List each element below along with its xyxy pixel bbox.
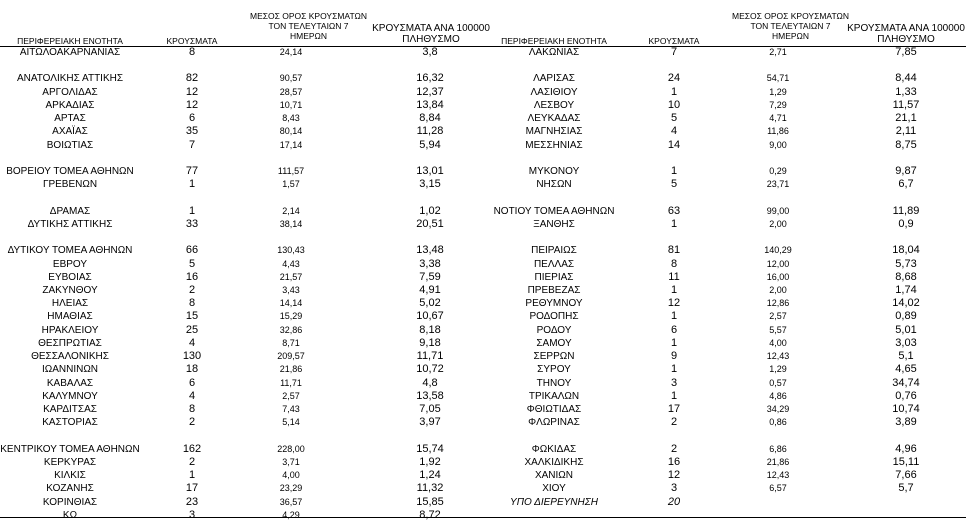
cell-rate: 5,1 [898, 350, 914, 363]
cell-avg: 23,71 [766, 179, 790, 190]
cell-cases: 4 [188, 336, 196, 349]
cell-avg: 4,29 [282, 509, 300, 520]
cell-cases: 1 [670, 363, 678, 376]
cell-name: ΛΕΣΒΟΥ [533, 99, 575, 111]
cell-name: ΚΑΡΔΙΤΣΑΣ [43, 403, 97, 415]
cell-cases: 11 [668, 270, 680, 283]
header-cases-left: ΚΡΟΥΣΜΑΤΑ [166, 36, 218, 46]
cell-avg: 36,57 [279, 496, 303, 507]
cell-avg: 1,57 [282, 179, 300, 190]
cell-cases: 16 [667, 455, 681, 468]
cell-cases: 15 [185, 310, 199, 323]
cell-rate [846, 496, 966, 509]
cell-rate: 1,02 [419, 204, 441, 217]
cell-rate: 1,74 [895, 284, 917, 296]
cell-avg: 4,43 [282, 258, 300, 269]
cell-avg: 9,00 [769, 139, 787, 150]
cell-rate: 7,05 [419, 402, 441, 415]
cell-avg: 4,00 [282, 470, 300, 480]
cell-cases: 35 [185, 125, 199, 138]
header-avg-line3: ΗΜΕΡΩΝ [289, 31, 328, 41]
cell-name: ΔΥΤΙΚΟΥ ΤΟΜΕΑ ΑΘΗΝΩΝ [7, 245, 133, 257]
cell-cases: 6 [188, 112, 196, 125]
cell-name: ΚΑΛΥΜΝΟΥ [42, 390, 98, 402]
cell-name: ΤΗΝΟΥ [536, 377, 572, 389]
header-rate-line1: ΚΡΟΥΣΜΑΤΑ ΑΝΑ 100000 [847, 23, 965, 34]
cell-cases: 5 [670, 178, 678, 191]
cell-cases: 14 [667, 138, 681, 151]
cell-name: ΦΩΚΙΔΑΣ [531, 443, 577, 455]
cell-cases: 5 [188, 257, 196, 270]
header-avg-line1: ΜΕΣΟΣ ΟΡΟΣ ΚΡΟΥΣΜΑΤΩΝ [732, 11, 849, 21]
cell-avg: 111,57 [277, 166, 305, 176]
cell-cases: 82 [185, 72, 199, 85]
cell-name: ΜΥΚΟΝΟΥ [528, 166, 580, 177]
cell-avg: 228,00 [277, 443, 305, 454]
cell-name: ΑΡΚΑΔΙΑΣ [45, 99, 95, 111]
cell-cases: 1 [670, 217, 678, 230]
cell-cases: 6 [188, 376, 196, 389]
cell-cases: 3 [670, 376, 678, 389]
cell-rate: 1,92 [419, 455, 441, 468]
cell-avg: 15,29 [279, 311, 303, 322]
cell-rate: 1,33 [895, 85, 917, 98]
cell-cases: 1 [670, 310, 678, 323]
cell-name: ΠΙΕΡΙΑΣ [534, 271, 574, 283]
cell-avg: 0,29 [769, 166, 787, 176]
cell-avg: 24,14 [279, 47, 303, 57]
cell-cases: 1 [670, 165, 678, 177]
header-rate-line2: ΠΛΗΘΥΣΜΟ [402, 34, 460, 45]
cell-name: ΗΛΕΙΑΣ [51, 298, 89, 310]
cell-name: ΘΕΣΣΑΛΟΝΙΚΗΣ [31, 351, 109, 363]
cell-cases: 1 [670, 336, 678, 349]
cell-avg: 14,14 [279, 298, 303, 309]
cell-avg: 3,71 [282, 456, 300, 467]
cell-name: ΘΕΣΠΡΩΤΙΑΣ [38, 337, 102, 349]
cell-avg: 38,14 [279, 218, 303, 229]
cell-rate: 34,74 [892, 376, 920, 389]
cell-cases: 162 [182, 442, 202, 455]
cell-rate: 5,73 [895, 257, 917, 270]
cell-avg: 2,00 [769, 285, 787, 295]
cell-rate: 5,01 [895, 323, 917, 336]
cell-avg: 11,86 [767, 126, 789, 137]
cell-rate: 1,24 [419, 469, 441, 481]
cell-avg: 8,71 [282, 337, 300, 348]
cell-rate: 3,15 [419, 178, 441, 191]
cell-cases: 23 [185, 495, 199, 508]
cell-name: ΒΟΙΩΤΙΑΣ [46, 139, 94, 151]
cell-name: ΦΛΩΡΙΝΑΣ [528, 417, 580, 429]
cell-rate: 10,67 [416, 310, 444, 323]
cell-name: ΒΟΡΕΙΟΥ ΤΟΜΕΑ ΑΘΗΝΩΝ [6, 166, 134, 177]
cell-cases: 12 [185, 98, 199, 111]
cell-avg: 21,57 [279, 271, 303, 282]
cell-rate: 2,11 [895, 125, 917, 138]
cell-rate: 11,57 [892, 98, 920, 111]
cell-rate: 5,02 [419, 297, 441, 310]
cell-cases: 1 [670, 284, 678, 296]
cell-cases: 1 [670, 389, 678, 402]
cell-cases: 17 [185, 482, 199, 495]
cell-cases: 7 [670, 46, 678, 58]
cell-cases: 77 [185, 165, 199, 177]
cell-avg: 5,57 [769, 324, 787, 335]
cell-avg: 209,57 [277, 351, 305, 362]
cell-avg: 2,57 [282, 390, 300, 401]
cell-name: ΣΕΡΡΩΝ [533, 351, 575, 363]
cell-cases: 16 [185, 270, 199, 283]
cell-avg: 12,00 [766, 258, 790, 269]
cell-avg: 7,43 [282, 403, 300, 414]
cell-avg: 34,29 [766, 403, 790, 414]
cell-rate: 8,72 [419, 508, 441, 521]
cell-name: ΡΕΘΥΜΝΟΥ [525, 298, 583, 310]
cell-rate: 6,7 [898, 178, 914, 191]
cell-avg: 7,29 [769, 99, 787, 110]
cell-name: ΡΟΔΟΠΗΣ [529, 311, 579, 323]
cell-name: ΕΒΡΟΥ [52, 258, 88, 270]
cell-name: ΔΥΤΙΚΗΣ ΑΤΤΙΚΗΣ [27, 218, 113, 230]
cell-name: ΗΜΑΘΙΑΣ [47, 311, 93, 323]
header-avg-right [718, 11, 863, 41]
cell-name: ΜΑΓΝΗΣΙΑΣ [525, 126, 583, 138]
cell-avg: 80,14 [279, 126, 303, 137]
cell-cases: 20 [667, 495, 681, 508]
header-rate-left [366, 23, 496, 45]
header-avg-line3: ΗΜΕΡΩΝ [771, 31, 810, 41]
cell-name: ΑΝΑΤΟΛΙΚΗΣ ΑΤΤΙΚΗΣ [16, 73, 124, 85]
cell-cases: 8 [188, 297, 196, 310]
cell-cases: 2 [188, 284, 196, 296]
cell-rate: 10,74 [892, 402, 920, 415]
cell-name: ΛΕΥΚΑΔΑΣ [527, 113, 581, 125]
cell-rate: 11,28 [416, 125, 444, 138]
cell-cases: 2 [188, 416, 196, 429]
cell-avg: 90,57 [279, 73, 303, 84]
cell-avg: 4,86 [769, 390, 787, 401]
cell-rate: 4,8 [422, 376, 438, 389]
cell-cases: 8 [670, 257, 678, 270]
cell-rate: 13,84 [416, 98, 444, 111]
cell-cases: 10 [667, 98, 681, 111]
cell-rate: 8,68 [895, 270, 917, 283]
cell-name: ΛΑΡΙΣΑΣ [533, 73, 575, 85]
cell-cases: 2 [670, 442, 678, 455]
cell-cases: 33 [185, 217, 199, 230]
cell-avg: 99,00 [766, 205, 790, 216]
cell-rate: 0,9 [898, 217, 914, 230]
cell-cases: 9 [670, 350, 678, 363]
cell-rate: 16,32 [416, 72, 444, 85]
cell-name: ΝΗΣΩΝ [536, 179, 572, 191]
cell-rate: 20,51 [416, 217, 444, 230]
cell-cases: 3 [670, 482, 678, 495]
cell-name: ΣΥΡΟΥ [537, 364, 571, 376]
cell-rate: 7,66 [895, 469, 917, 481]
cell-rate: 5,94 [419, 138, 441, 151]
cell-rate: 0,89 [895, 310, 917, 323]
cell-rate: 5,7 [898, 482, 914, 495]
cell-name: ΝΟΤΙΟΥ ΤΟΜΕΑ ΑΘΗΝΩΝ [493, 205, 615, 217]
cell-name: ΚΟΖΑΝΗΣ [46, 483, 94, 495]
cell-rate: 7,59 [419, 270, 441, 283]
cell-rate: 13,58 [416, 389, 444, 402]
cell-cases: 4 [188, 389, 196, 402]
cell-cases: 24 [667, 72, 681, 85]
cell-name: ΑΙΤΩΛΟΑΚΑΡΝΑΝΙΑΣ [19, 47, 121, 58]
cell-name: ΚΑΒΑΛΑΣ [46, 377, 94, 389]
header-avg-line2: ΤΟΝ ΤΕΛΕΥΤΑΙΩΝ 7 [750, 21, 831, 31]
cell-cases: 2 [188, 455, 196, 468]
cell-name: ΕΥΒΟΙΑΣ [48, 271, 92, 283]
cell-name: ΠΕΛΛΑΣ [533, 258, 575, 270]
cell-avg: 8,43 [282, 113, 300, 124]
cell-name: ΑΡΤΑΣ [54, 113, 86, 125]
cell-name: ΞΑΝΘΗΣ [533, 218, 575, 230]
header-cases-right: ΚΡΟΥΣΜΑΤΑ [648, 36, 700, 46]
cell-avg: 32,86 [279, 324, 303, 335]
cell-cases: 17 [667, 402, 681, 415]
cell-rate: 10,72 [416, 363, 444, 376]
cell-name: ΧΑΝΙΩΝ [534, 470, 574, 481]
cell-avg: 23,29 [279, 483, 303, 494]
cell-avg: 16,00 [766, 271, 790, 282]
cell-name: ΖΑΚΥΝΘΟΥ [42, 285, 98, 296]
cell-rate: 14,02 [892, 297, 920, 310]
cell-avg: 130,43 [277, 245, 305, 256]
cell-cases: 1 [188, 469, 196, 481]
cell-avg: 21,86 [766, 456, 790, 467]
cell-avg: 4,00 [769, 337, 787, 348]
cell-rate: 11,89 [892, 204, 920, 217]
cell-rate: 7,85 [895, 46, 917, 58]
cell-cases: 25 [185, 323, 199, 336]
cell-cases: 4 [670, 125, 678, 138]
cell-avg [718, 496, 838, 509]
header-avg-left [236, 11, 381, 41]
cell-name: ΦΘΙΩΤΙΔΑΣ [526, 403, 582, 415]
cell-name: ΔΡΑΜΑΣ [49, 205, 91, 217]
cell-name: ΚΟΡΙΝΘΙΑΣ [42, 496, 98, 508]
cell-avg: 12,43 [766, 351, 790, 362]
cell-cases: 12 [667, 469, 681, 481]
cell-avg: 28,57 [279, 86, 303, 97]
cell-cases: 7 [188, 138, 196, 151]
cell-cases: 18 [185, 363, 199, 376]
cell-name: ΚΙΛΚΙΣ [54, 470, 86, 481]
cell-avg: 54,71 [766, 73, 790, 84]
cell-name: ΧΙΟΥ [542, 483, 566, 495]
cell-name: ΗΡΑΚΛΕΙΟΥ [41, 324, 99, 336]
cell-name: ΚΩ [62, 509, 78, 521]
cell-name: ΠΕΙΡΑΙΩΣ [531, 245, 577, 257]
cell-rate: 18,04 [892, 244, 920, 257]
cell-avg: 2,71 [769, 47, 787, 57]
cell-name: ΛΑΣΙΘΙΟΥ [530, 86, 578, 98]
cell-avg: 10,71 [279, 99, 303, 110]
cell-avg: 0,86 [769, 417, 787, 428]
cell-name: ΣΑΜΟΥ [536, 337, 572, 349]
cell-avg: 21,86 [279, 364, 303, 375]
cell-rate: 15,85 [416, 495, 444, 508]
cell-rate: 3,97 [419, 416, 441, 429]
cell-rate: 9,18 [419, 336, 441, 349]
cell-avg: 6,86 [769, 443, 787, 454]
cell-cases: 1 [188, 204, 196, 217]
cell-cases: 8 [188, 402, 196, 415]
cell-rate: 13,01 [416, 165, 444, 177]
cell-rate: 11,32 [416, 482, 444, 495]
cell-cases: 12 [185, 85, 199, 98]
cell-avg: 5,14 [282, 417, 300, 428]
header-region-right: ΠΕΡΙΦΕΡΕΙΑΚΗ ΕΝΟΤΗΤΑ [501, 36, 607, 46]
cell-cases: 63 [667, 204, 681, 217]
cell-cases: 3 [188, 508, 196, 521]
cell-avg: 12,86 [766, 298, 790, 309]
cell-rate: 11,71 [416, 350, 444, 363]
cell-rate: 15,11 [892, 455, 920, 468]
cell-avg: 17,14 [279, 139, 303, 150]
cell-avg: 1,29 [769, 364, 787, 375]
cell-cases: 5 [670, 112, 678, 125]
cell-name: ΡΟΔΟΥ [536, 324, 572, 336]
cell-name: ΑΡΓΟΛΙΔΑΣ [42, 86, 98, 98]
cell-rate: 13,48 [416, 244, 444, 257]
cell-name: ΙΩΑΝΝΙΝΩΝ [41, 364, 99, 376]
cell-avg: 11,71 [280, 377, 302, 388]
cell-cases: 2 [670, 416, 678, 429]
cell-cases: 1 [188, 178, 196, 191]
cell-avg: 2,14 [282, 205, 300, 216]
header-region-left: ΠΕΡΙΦΕΡΕΙΑΚΗ ΕΝΟΤΗΤΑ [17, 36, 123, 46]
cell-name: ΤΡΙΚΑΛΩΝ [528, 390, 580, 402]
cell-rate: 9,87 [895, 165, 917, 177]
cell-avg: 6,57 [769, 483, 787, 494]
cell-rate: 3,38 [419, 257, 441, 270]
cell-rate: 8,84 [419, 112, 441, 125]
header-rate-right [846, 23, 966, 45]
cell-cases: 8 [188, 46, 196, 58]
cell-cases: 1 [670, 85, 678, 98]
cell-cases: 12 [667, 297, 681, 310]
cell-rate: 4,96 [895, 442, 917, 455]
cell-avg: 140,29 [764, 245, 792, 256]
cell-rate: 15,74 [416, 442, 444, 455]
cell-avg: 1,29 [769, 86, 787, 97]
cell-name: ΚΕΡΚΥΡΑΣ [43, 456, 97, 468]
cell-rate: 8,44 [895, 72, 917, 85]
cell-name: ΥΠΟ ΔΙΕΡΕΥΝΗΣΗ [510, 496, 598, 508]
cell-avg: 2,57 [769, 311, 787, 322]
cell-name: ΜΕΣΣΗΝΙΑΣ [525, 139, 583, 151]
cell-name: ΠΡΕΒΕΖΑΣ [527, 285, 581, 296]
cell-rate: 8,75 [895, 138, 917, 151]
cell-avg: 0,57 [769, 377, 787, 388]
cell-avg: 12,43 [766, 470, 790, 480]
header-avg-line2: ΤΟΝ ΤΕΛΕΥΤΑΙΩΝ 7 [268, 21, 349, 31]
cell-cases: 81 [667, 244, 681, 257]
cell-rate: 3,8 [422, 46, 438, 58]
cell-name: ΧΑΛΚΙΔΙΚΗΣ [524, 456, 584, 468]
cell-rate: 8,18 [419, 323, 441, 336]
cell-avg: 2,00 [769, 218, 787, 229]
cell-rate: 12,37 [416, 85, 444, 98]
cell-name: ΚΑΣΤΟΡΙΑΣ [42, 417, 98, 429]
cell-rate: 4,65 [895, 363, 917, 376]
cell-name: ΚΕΝΤΡΙΚΟΥ ΤΟΜΕΑ ΑΘΗΝΩΝ [0, 443, 140, 455]
cell-avg: 4,71 [769, 113, 787, 124]
cell-name: ΓΡΕΒΕΝΩΝ [42, 179, 98, 191]
cell-cases: 66 [185, 244, 199, 257]
cell-name: ΑΧΑΪΑΣ [52, 126, 88, 138]
cell-cases: 130 [182, 350, 202, 363]
cell-rate: 0,76 [895, 389, 917, 402]
cell-rate: 4,91 [419, 284, 441, 296]
cell-rate: 3,03 [895, 336, 917, 349]
header-rate-line1: ΚΡΟΥΣΜΑΤΑ ΑΝΑ 100000 [372, 23, 490, 34]
cell-avg: 3,43 [282, 285, 300, 295]
cell-rate: 21,1 [895, 112, 917, 125]
header-rate-line2: ΠΛΗΘΥΣΜΟ [877, 34, 935, 45]
cell-cases: 6 [670, 323, 678, 336]
cell-name: ΛΑΚΩΝΙΑΣ [528, 47, 580, 58]
cell-rate: 3,89 [895, 416, 917, 429]
header-avg-line1: ΜΕΣΟΣ ΟΡΟΣ ΚΡΟΥΣΜΑΤΩΝ [250, 11, 367, 21]
